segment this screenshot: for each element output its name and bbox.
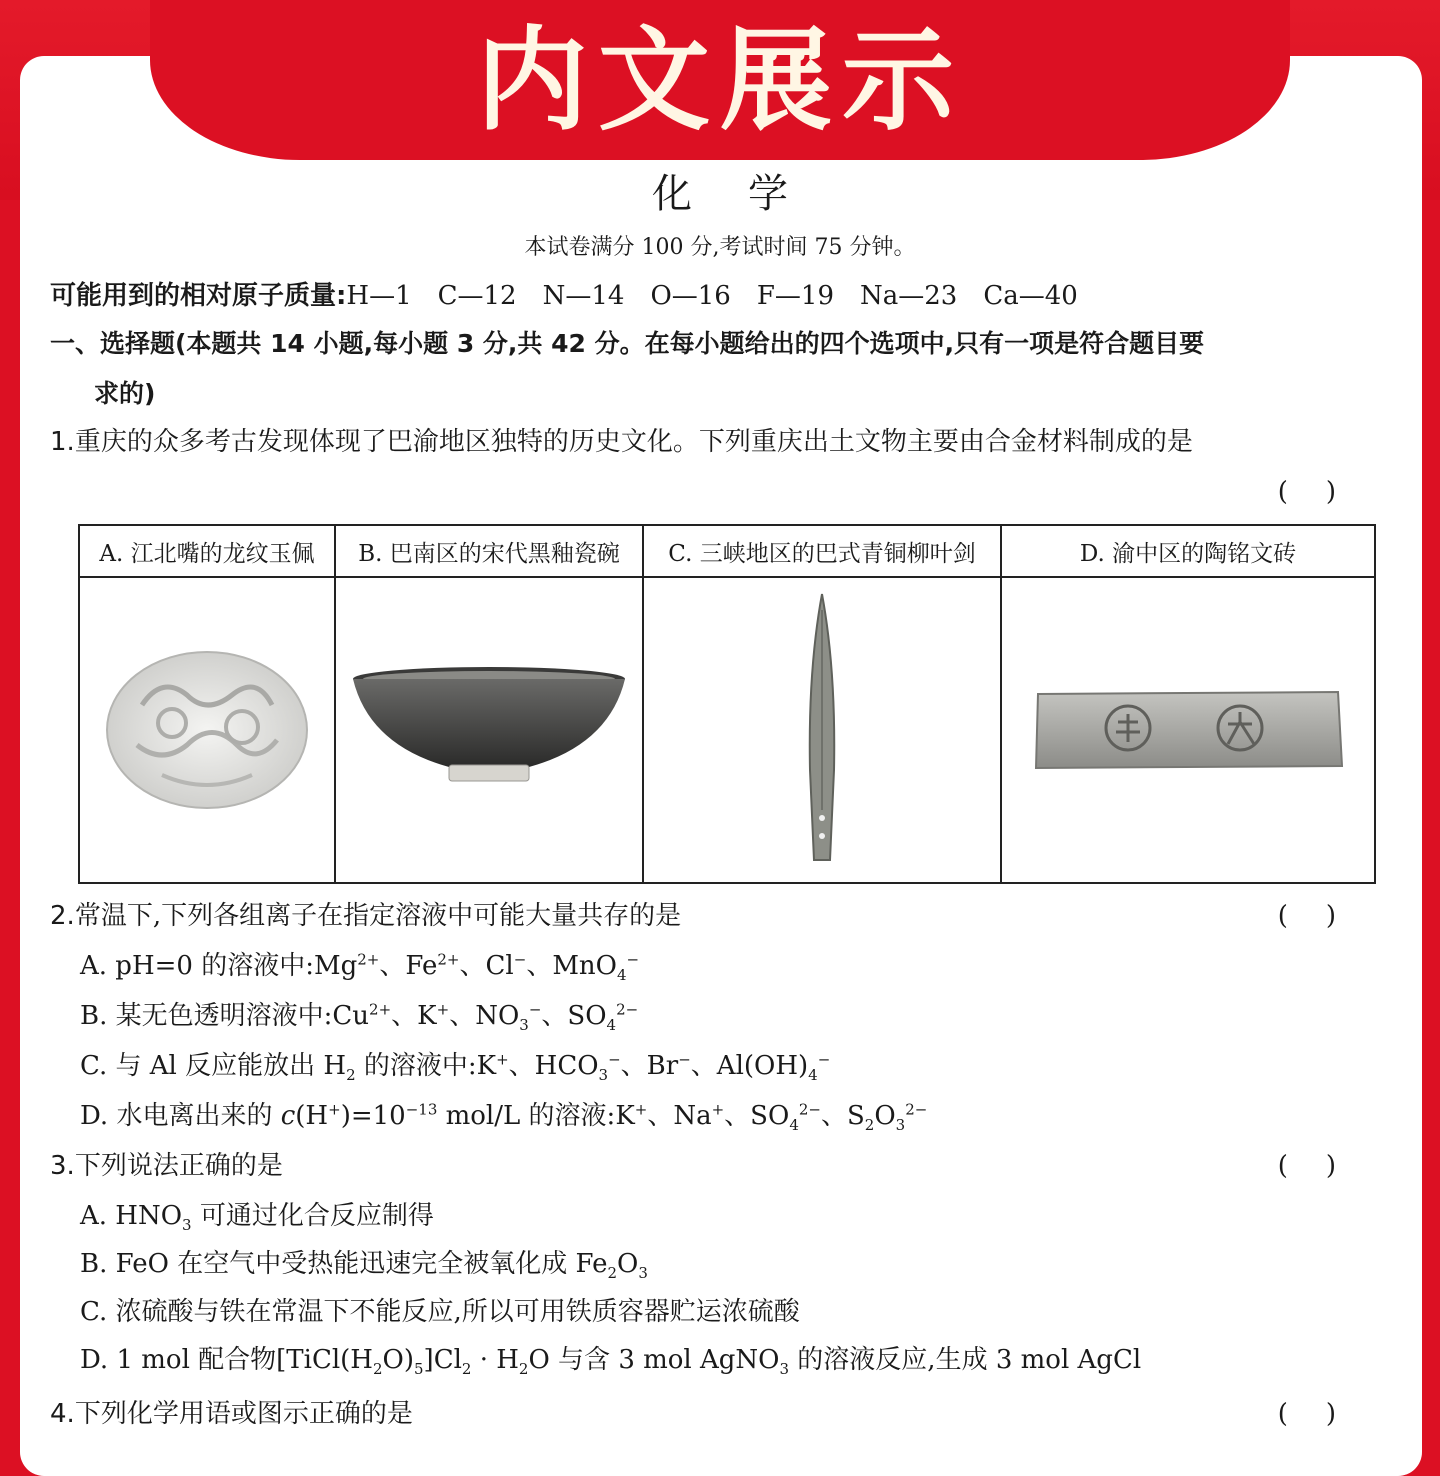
question-text: 常温下,下列各组离子在指定溶液中可能大量共存的是: [74, 901, 682, 931]
subscript: 2: [864, 1116, 875, 1135]
option-text: 可通过化合反应制得: [191, 1201, 434, 1231]
answer-blank[interactable]: (): [1277, 1399, 1374, 1429]
question-4: [50, 1394, 413, 1434]
option-a-label[interactable]: A. 江北嘴的龙纹玉佩: [79, 525, 335, 577]
q3-option-b[interactable]: [80, 1244, 648, 1284]
charge: −: [678, 1050, 691, 1069]
option-b-image: [335, 577, 643, 883]
bronze-sword-image: [792, 590, 852, 870]
ion: 、SO: [541, 1001, 607, 1031]
q1-options-table: [78, 524, 1376, 884]
subscript: 3: [779, 1360, 790, 1379]
exponent: −13: [405, 1100, 438, 1119]
banner-title: 内文展示: [476, 16, 964, 146]
atomic-mass: N—14: [542, 281, 625, 311]
q3-option-c[interactable]: C. 浓硫酸与铁在常温下不能反应,所以可用铁质容器贮运浓硫酸: [80, 1297, 800, 1327]
charge: +: [496, 1050, 509, 1069]
atomic-masses-label: 可能用到的相对原子质量:: [50, 281, 347, 311]
atomic-mass: F—19: [756, 281, 834, 311]
section-heading-cont: 求的): [94, 379, 156, 408]
question-2: [50, 896, 681, 936]
charge: −: [626, 950, 640, 969]
option-text: (H: [295, 1101, 329, 1131]
option-text: O 与含 3 mol AgNO: [528, 1345, 780, 1375]
question-number: 4.: [50, 1399, 75, 1429]
option-text: ]Cl: [423, 1345, 462, 1375]
ion: 、MnO: [526, 951, 617, 981]
ion: K: [615, 1101, 635, 1131]
charge: 2+: [437, 950, 460, 969]
subscript: 5: [414, 1360, 424, 1379]
q2-option-c[interactable]: [80, 1046, 830, 1086]
exam-info: 本试卷满分 100 分,考试时间 75 分钟。: [524, 235, 916, 260]
page-title: 化学: [652, 171, 844, 217]
question-number: 1.: [50, 427, 75, 457]
subscript: 4: [606, 1016, 617, 1035]
subscript: 3: [638, 1264, 648, 1283]
charge: −: [817, 1050, 831, 1069]
option-text: A. HNO: [80, 1201, 183, 1231]
ion: K: [476, 1051, 497, 1081]
question-3: [50, 1146, 283, 1186]
option-lead: B. 某无色透明溶液中:: [80, 1001, 333, 1031]
q2-option-a[interactable]: [80, 946, 639, 986]
option-text: mol/L 的溶液:: [437, 1101, 616, 1131]
ion: 、HCO: [508, 1051, 599, 1081]
question-number: 2.: [50, 901, 75, 931]
ion: Mg: [313, 951, 358, 981]
ion: 、Na: [647, 1101, 712, 1131]
subscript: 4: [808, 1066, 818, 1085]
black-glazed-bowl-image: [349, 665, 629, 795]
subscript: 2: [372, 1360, 383, 1379]
q2-option-d[interactable]: [80, 1096, 927, 1136]
charge: +: [711, 1100, 725, 1119]
ion: 、Al(OH): [690, 1051, 809, 1081]
subscript: 2: [518, 1360, 529, 1379]
charge: +: [328, 1100, 341, 1119]
option-text: 的溶液反应,生成 3 mol AgCl: [789, 1345, 1142, 1375]
ion: O: [874, 1101, 896, 1131]
option-text: D. 1 mol 配合物[TiCl(H: [80, 1345, 373, 1375]
answer-blank[interactable]: (): [1277, 1151, 1374, 1181]
charge: −: [528, 1000, 542, 1019]
option-a-image: [79, 577, 335, 883]
ion: 、K: [391, 1001, 437, 1031]
subscript: 2: [346, 1066, 356, 1085]
subscript: 4: [617, 966, 627, 985]
question-text: 下列说法正确的是: [74, 1151, 283, 1181]
option-lead: C. 与 Al 反应能放出 H: [80, 1051, 347, 1081]
atomic-mass: H—1: [346, 281, 412, 311]
subscript: 3: [519, 1016, 529, 1035]
option-text: O): [382, 1345, 414, 1375]
section-heading: 一、选择题(本题共 14 小题,每小题 3 分,共 42 分。在每小题给出的四个选项中,只有一项是符合题目要: [50, 329, 1205, 358]
charge: −: [608, 1050, 621, 1069]
option-d-image: [1001, 577, 1375, 883]
subscript: 2: [461, 1360, 472, 1379]
option-text: B. FeO 在空气中受热能迅速完全被氧化成 Fe: [80, 1249, 608, 1279]
question-text: 重庆的众多考古发现体现了巴渝地区独特的历史文化。下列重庆出土文物主要由合金材料制成的是: [74, 427, 1193, 457]
subscript: 3: [895, 1116, 906, 1135]
option-lead: A. pH=0 的溶液中:: [80, 951, 314, 981]
option-text: O: [617, 1249, 639, 1279]
atomic-masses: [50, 276, 1104, 316]
ion: Cu: [332, 1001, 370, 1031]
charge: 2+: [369, 1000, 392, 1019]
charge: −: [513, 950, 527, 969]
subscript: 3: [182, 1216, 192, 1235]
option-d-label[interactable]: D. 渝中区的陶铭文砖: [1001, 525, 1375, 577]
atomic-mass: O—16: [650, 281, 731, 311]
question-number: 3.: [50, 1151, 75, 1181]
ion: 、Br: [620, 1051, 679, 1081]
subscript: 4: [789, 1116, 799, 1135]
jade-pendant-image: [102, 645, 312, 815]
atomic-mass: Ca—40: [983, 281, 1078, 311]
ion: 、Cl: [459, 951, 514, 981]
atomic-mass: Na—23: [859, 281, 958, 311]
charge: 2−: [798, 1100, 821, 1119]
option-text: · H: [471, 1345, 519, 1375]
atomic-mass: C—12: [437, 281, 517, 311]
ion: 、S: [820, 1101, 865, 1131]
charge: 2+: [357, 950, 380, 969]
subscript: 3: [598, 1066, 609, 1085]
charge: +: [436, 1000, 450, 1019]
answer-blank[interactable]: (): [1277, 901, 1374, 931]
ion: 、Fe: [379, 951, 438, 981]
option-b-label[interactable]: B. 巴南区的宋代黑釉瓷碗: [335, 525, 643, 577]
q3-option-a[interactable]: [80, 1196, 434, 1236]
question-text: 下列化学用语或图示正确的是: [74, 1399, 413, 1429]
option-c-label[interactable]: C. 三峡地区的巴式青铜柳叶剑: [643, 525, 1001, 577]
charge: +: [634, 1100, 648, 1119]
subscript: 2: [607, 1264, 618, 1283]
question-1: [50, 422, 1193, 462]
option-c-image: [643, 577, 1001, 883]
q3-option-d[interactable]: [80, 1340, 1141, 1380]
option-lead: D. 水电离出来的: [80, 1101, 281, 1131]
ion: 、NO: [449, 1001, 520, 1031]
inscribed-brick-image: [1032, 688, 1344, 772]
option-text: )=10: [340, 1101, 406, 1131]
concentration-symbol: c: [280, 1101, 296, 1131]
answer-blank[interactable]: (): [1277, 477, 1374, 507]
option-text: 的溶液中:: [355, 1051, 477, 1081]
charge: 2−: [616, 1000, 639, 1019]
q2-option-b[interactable]: [80, 996, 638, 1036]
ion: 、SO: [724, 1101, 790, 1131]
charge: 2−: [905, 1100, 928, 1119]
